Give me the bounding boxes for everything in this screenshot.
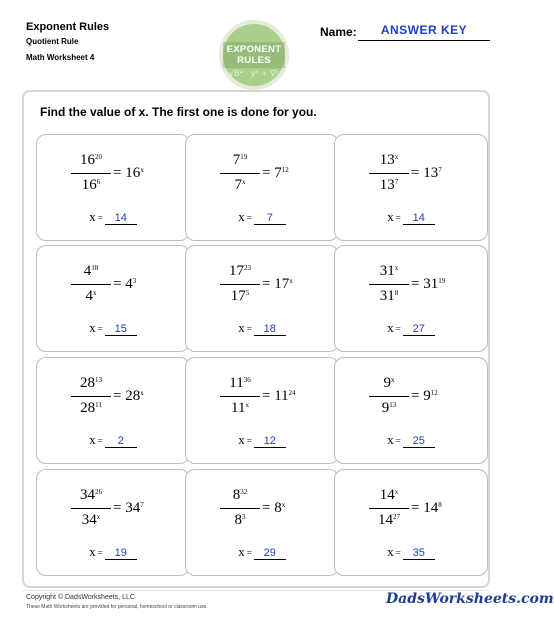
equals-sign: = [262, 500, 271, 516]
equation-result [113, 387, 144, 405]
problem-card [334, 245, 488, 352]
denominator-base: 13 [379, 177, 395, 193]
answer-row [186, 320, 338, 336]
fraction-bar [71, 173, 111, 174]
answer-equals: = [97, 436, 103, 446]
answer-equals: = [97, 213, 103, 223]
denominator-exponent: 13 [389, 401, 397, 409]
denominator-base: 9 [381, 400, 390, 416]
numerator [369, 374, 409, 392]
result-exponent: x [140, 389, 144, 397]
numerator-base: 17 [229, 263, 244, 279]
numerator [220, 262, 260, 280]
numerator-exponent: 26 [95, 488, 102, 496]
denominator-exponent: 6 [96, 178, 101, 186]
equals-sign: = [262, 388, 271, 404]
fraction [220, 486, 260, 532]
answer-variable: x [89, 320, 96, 335]
equation-result [113, 275, 136, 293]
problem-card [36, 357, 190, 464]
denominator-base: 34 [81, 512, 97, 528]
name-answer-key: ANSWER KEY [380, 23, 468, 37]
fraction-bar [369, 396, 409, 397]
result-exponent: 7 [140, 501, 144, 509]
result-exponent: x [289, 277, 293, 285]
quotient-expression [37, 262, 189, 308]
denominator [220, 399, 260, 417]
quotient-expression [186, 374, 338, 420]
answer-variable: x [238, 544, 245, 559]
fraction [369, 486, 409, 532]
quotient-expression [186, 486, 338, 532]
equation-result [262, 499, 285, 517]
fraction-bar [71, 508, 111, 509]
equation-result [411, 164, 442, 182]
numerator-exponent: 13 [95, 376, 102, 384]
answer-row [37, 432, 189, 448]
logo-formula-decoration: √B⁴ · y⁶ ÷ ∇² [229, 69, 279, 78]
numerator-exponent: x [391, 376, 395, 384]
answer-blank[interactable]: 15 [105, 323, 137, 336]
equals-sign: = [113, 276, 122, 292]
equals-sign: = [113, 165, 122, 181]
fraction-bar [71, 284, 111, 285]
answer-equals: = [246, 436, 252, 446]
fraction [220, 374, 260, 420]
logo-line-1: EXPONENT [226, 44, 282, 55]
denominator-exponent: 11 [95, 401, 102, 409]
copyright: Copyright © DadsWorksheets, LLC [26, 594, 135, 601]
fraction [369, 374, 409, 420]
problem-card [334, 134, 488, 241]
answer-blank[interactable]: 27 [403, 323, 435, 336]
answer-variable: x [238, 320, 245, 335]
denominator-exponent: 5 [245, 289, 250, 297]
equals-sign: = [411, 165, 420, 181]
numerator-base: 7 [232, 152, 241, 168]
problem-card [334, 469, 488, 576]
numerator-base: 34 [80, 487, 95, 503]
numerator-exponent: 20 [95, 153, 102, 161]
worksheet-number: Math Worksheet 4 [26, 53, 95, 62]
answer-blank[interactable]: 14 [403, 212, 435, 225]
exponent-rules-logo [219, 20, 289, 90]
answer-blank[interactable]: 2 [105, 435, 137, 448]
brand-logo: DadsWorksheets.com [386, 591, 554, 607]
answer-equals: = [97, 548, 103, 558]
answer-variable: x [387, 209, 394, 224]
answer-blank[interactable]: 25 [403, 435, 435, 448]
numerator [71, 374, 111, 392]
fraction-bar [220, 396, 260, 397]
answer-row [186, 544, 338, 560]
denominator-exponent: 7 [394, 178, 399, 186]
quotient-expression [37, 151, 189, 197]
problem-card [36, 134, 190, 241]
equals-sign: = [113, 500, 122, 516]
result-exponent: x [281, 501, 286, 509]
numerator-base: 8 [232, 487, 241, 503]
numerator-base: 9 [383, 375, 391, 391]
denominator-base: 7 [234, 177, 242, 193]
quotient-expression [335, 262, 487, 308]
equals-sign: = [262, 276, 271, 292]
equation-result [411, 387, 438, 405]
fraction-bar [71, 396, 111, 397]
quotient-expression [335, 486, 487, 532]
fraction-bar [220, 173, 260, 174]
answer-equals: = [395, 436, 401, 446]
equals-sign: = [113, 388, 122, 404]
problem-card [36, 245, 190, 352]
quotient-expression [186, 262, 338, 308]
numerator-base: 16 [80, 152, 95, 168]
problem-card [185, 357, 339, 464]
answer-row [37, 209, 189, 225]
answer-equals: = [246, 548, 252, 558]
fraction [71, 486, 111, 532]
numerator-base: 13 [379, 152, 395, 168]
denominator-base: 11 [231, 400, 246, 416]
numerator-base: 14 [379, 487, 395, 503]
denominator [220, 511, 260, 529]
answer-row [335, 320, 487, 336]
result-base: 34 [125, 500, 141, 516]
answer-variable: x [387, 544, 394, 559]
numerator [369, 262, 409, 280]
denominator-base: 14 [378, 512, 393, 528]
result-base: 9 [423, 388, 431, 404]
answer-row [186, 432, 338, 448]
result-exponent: 8 [438, 501, 442, 509]
quotient-expression [186, 151, 338, 197]
result-base: 14 [423, 500, 439, 516]
numerator-exponent: 19 [240, 153, 248, 161]
problem-card [36, 469, 190, 576]
problem-card [185, 134, 339, 241]
numerator [369, 151, 409, 169]
fraction-bar [369, 284, 409, 285]
numerator [220, 374, 260, 392]
result-exponent: 12 [281, 166, 289, 174]
denominator-base: 4 [85, 288, 93, 304]
denominator-exponent: 27 [393, 513, 400, 521]
worksheet-subtitle: Quotient Rule [26, 37, 79, 46]
logo-line-2: RULES [237, 55, 271, 66]
usage-note: These Math Worksheets are provided for personal, homeschool or classroom use. [26, 604, 208, 610]
answer-row [335, 209, 487, 225]
quotient-expression [335, 374, 487, 420]
answer-row [335, 432, 487, 448]
answer-blank[interactable]: 18 [254, 323, 286, 336]
denominator-exponent: 3 [242, 513, 246, 521]
name-label: Name: [320, 25, 357, 39]
denominator [220, 287, 260, 305]
numerator-exponent: 36 [243, 376, 251, 384]
denominator [71, 176, 111, 194]
answer-variable: x [89, 544, 96, 559]
fraction [71, 262, 111, 308]
result-exponent: 19 [438, 277, 446, 285]
answer-variable: x [238, 209, 245, 224]
fraction-bar [220, 284, 260, 285]
numerator-exponent: 23 [244, 264, 251, 272]
equals-sign: = [411, 388, 420, 404]
equation-result [113, 164, 144, 182]
denominator-base: 31 [379, 288, 395, 304]
fraction-bar [220, 508, 260, 509]
answer-blank[interactable]: 14 [105, 212, 137, 225]
fraction [369, 262, 409, 308]
denominator-exponent: x [96, 513, 101, 521]
denominator-exponent: x [242, 178, 246, 186]
denominator-base: 8 [234, 512, 242, 528]
quotient-expression [37, 486, 189, 532]
denominator-exponent: 8 [394, 289, 399, 297]
numerator-exponent: 32 [240, 488, 248, 496]
answer-variable: x [89, 432, 96, 447]
result-exponent: x [140, 166, 144, 174]
problem-card [185, 245, 339, 352]
quotient-expression [37, 374, 189, 420]
denominator [369, 399, 409, 417]
denominator [220, 176, 260, 194]
answer-variable: x [387, 320, 394, 335]
answer-equals: = [395, 548, 401, 558]
numerator-base: 28 [80, 375, 95, 391]
answer-row [335, 544, 487, 560]
fraction-bar [369, 173, 409, 174]
result-exponent: 3 [132, 277, 137, 285]
denominator-base: 28 [80, 400, 96, 416]
denominator [369, 511, 409, 529]
fraction [220, 262, 260, 308]
result-base: 16 [125, 165, 141, 181]
answer-variable: x [89, 209, 96, 224]
equals-sign: = [411, 276, 420, 292]
result-exponent: 7 [438, 166, 442, 174]
answer-blank[interactable]: 35 [403, 547, 435, 560]
result-base: 7 [274, 165, 282, 181]
numerator-exponent: x [394, 153, 399, 161]
answer-blank[interactable]: 29 [254, 547, 286, 560]
result-base: 4 [125, 276, 133, 292]
equation-result [113, 499, 144, 517]
result-base: 17 [274, 276, 290, 292]
denominator [71, 287, 111, 305]
answer-equals: = [246, 324, 252, 334]
answer-variable: x [238, 432, 245, 447]
numerator-exponent: x [394, 488, 399, 496]
answer-equals: = [246, 213, 252, 223]
answer-row [37, 320, 189, 336]
equation-result [262, 275, 293, 293]
denominator-exponent: x [245, 401, 249, 409]
numerator [220, 151, 260, 169]
denominator [71, 399, 111, 417]
numerator-base: 31 [379, 263, 395, 279]
result-base: 8 [274, 500, 282, 516]
equals-sign: = [262, 165, 271, 181]
result-base: 28 [125, 388, 141, 404]
fraction [220, 151, 260, 197]
result-base: 31 [423, 276, 439, 292]
result-base: 13 [423, 165, 439, 181]
answer-blank[interactable]: 19 [105, 547, 137, 560]
result-exponent: 24 [288, 389, 296, 397]
equation-result [262, 164, 289, 182]
answer-row [37, 544, 189, 560]
denominator-base: 17 [230, 288, 246, 304]
name-underline [358, 40, 490, 41]
answer-equals: = [97, 324, 103, 334]
fraction [369, 151, 409, 197]
result-base: 11 [274, 388, 289, 404]
problem-card [334, 357, 488, 464]
numerator-base: 4 [83, 263, 92, 279]
fraction [71, 374, 111, 420]
answer-blank[interactable]: 7 [254, 212, 286, 225]
numerator-exponent: x [394, 264, 399, 272]
result-exponent: 12 [430, 389, 438, 397]
equation-result [411, 499, 442, 517]
numerator [369, 486, 409, 504]
denominator [71, 511, 111, 529]
denominator-base: 16 [81, 177, 97, 193]
numerator [220, 486, 260, 504]
denominator [369, 176, 409, 194]
fraction [71, 151, 111, 197]
numerator-base: 11 [229, 375, 244, 391]
equals-sign: = [411, 500, 420, 516]
worksheet-title: Exponent Rules [26, 21, 110, 33]
answer-variable: x [387, 432, 394, 447]
quotient-expression [335, 151, 487, 197]
denominator [369, 287, 409, 305]
answer-blank[interactable]: 12 [254, 435, 286, 448]
answer-equals: = [395, 324, 401, 334]
numerator [71, 262, 111, 280]
instructions: Find the value of x. The first one is done for you. [40, 105, 317, 119]
equation-result [411, 275, 445, 293]
equation-result [262, 387, 296, 405]
numerator-exponent: 18 [91, 264, 99, 272]
numerator [71, 151, 111, 169]
numerator [71, 486, 111, 504]
fraction-bar [369, 508, 409, 509]
problem-card [185, 469, 339, 576]
denominator-exponent: x [93, 289, 97, 297]
answer-row [186, 209, 338, 225]
answer-equals: = [395, 213, 401, 223]
